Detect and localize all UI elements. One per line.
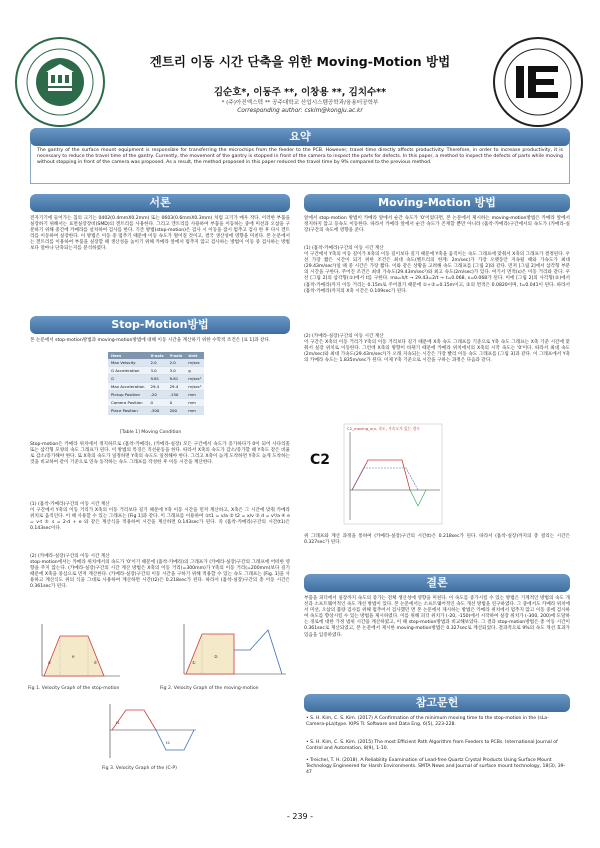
conclusion-heading: 결론	[304, 574, 570, 592]
table-cell: Pickup Position	[108, 391, 147, 399]
table-header: Unit	[185, 352, 204, 359]
moving-motion-para3: (2) (카메라-실장)구간의 이동 시간 계산 이 구간은 X축의 이동 거리가 Y축의 이동 거리보다 길기 때문에 X축 속도 그래프를 기준으로 Y축 속도 그래프는 X축 기준 시간에 맞춰서 실장 위치로 이동한다. 그런데 X축의 방향이 바뀌기 때문에 카메라 위치에서의 X축의 시작 속도는 '0'이다. 따라서 최대 속도(2m/sec)와 최대 가속도(29.43m/sec²)가 오래 지속되는 시간은 가장 빨리 이동 속도 그래프를 [그림 3]과 같다. 이 그래프에서 Y축의 카메라 속도는 1.835m/sec가 된다. 이제 Y축 기준으로 시간을 구하는 과정은 다음과 같다.	[304, 334, 570, 364]
intro-heading: 서론	[30, 194, 290, 212]
table-cell: -150	[167, 391, 186, 399]
table-cell: m/sec²	[185, 383, 204, 391]
svg-text:e: e	[72, 654, 75, 659]
stop-motion-para2: (1) (흡착-카메라)구간의 이동 시간 계산 이 구간에서 Y축의 이동 거리가 X축의 이동 거리보다 길기 때문에 Y축 이동 시간을 먼저 계산하고, X축은 그 시간에 맞춰 카메라 위치로 움직인다. 이 때 사용할 수 있는 그래프는 [Fig 1]과 같다. 이 그래프를 이용하여 ①t1 = v/a ② t2 = x/v ③ d = v²/a ④ e = v·t ⑤ s = 2·d + e 와 같은 계산식을 적용하여 시간을 계산하면 0.143sec가 된다. 즉 (흡착-카메라)구간의 시간(t1)은 0.143sec이다.	[30, 502, 290, 532]
svg-text:t2: t2	[166, 740, 170, 745]
table-header: X-axis	[147, 352, 166, 359]
table-header: Y-axis	[167, 352, 186, 359]
table-cell: 2.0	[147, 359, 166, 367]
table-row	[108, 375, 204, 383]
reference-text: S. H. Kim, C. S. Kim. (2017) A Confirmation of the minimum moving time to the stop-motion in the (sLa-Camera-pLa)type. KIPS Tr. Software and Data Eng. 6(5), 223-228.	[306, 716, 549, 728]
fig2-caption: Fig 2. Velocity Graph of the moving-motion	[160, 686, 259, 691]
table-cell: -20	[147, 391, 166, 399]
table-row	[108, 367, 204, 375]
reference-item: • S. H. Kim, C. S. Kim. (2017) A Confirmation of the minimum moving time to the stop-motion in the (sLa-Camera-pLa)type. KIPS Tr. Software and Data Eng. 6(5), 223-228.	[306, 716, 549, 728]
abstract-text: The gantry of the surface mount equipment is responsible for transferring the microchips from the feeder to the PCB. However, travel time directly affects productivity. Therefore, in order to increase productivity, it is necessary to reduce the travel time of the gantry. Currently, the movement of the gantry is stopped in front of the camera to inspect the parts for defects. In this paper, a method to inspect the defects of parts while moving without stopping in front of the camera was proposed. As a result, the method proposed in this paper reduced the travel time by 9% compared to the previous method.	[30, 142, 570, 184]
fig1-velocity-graph	[34, 620, 124, 682]
table-cell: mm	[185, 391, 204, 399]
fig3-caption: Fig 3. Velocity Graph of the (C-P)	[102, 766, 177, 771]
moving-motion-para1: 앞에서 stop-motion 방법이 카메라 앞에서 순간 속도가 '0'이었다면, 본 논문에서 제시하는 moving-motion방법은 카메라 앞에서 정지하지 않고 등속도 이동한다. 따라서 카메라 앞에서 순간 속도가 존재할 뿐만 아니라 (흡착-카메라)구간에서의 속도가 (카메라-실장)구간의 속도에 영향을 준다.	[304, 216, 570, 234]
c2-velocity-graph	[306, 420, 446, 528]
reference-text: S. H. Kim, C. S. Kim. (2015) The most Efficient Path Algorithm from Feeders to PCBs. International Journal of Control and Automation, 8(9), 1-10.	[306, 740, 558, 752]
table-cell: 200	[167, 407, 186, 415]
table-cell: 29.4	[147, 383, 166, 391]
table-row	[108, 383, 204, 391]
table-caption: [Table 1] Moving Condition	[120, 430, 182, 435]
table-cell: 3.0	[147, 367, 166, 375]
intro-text: 전자기기에 들어가는 칩의 크기는 0402(0.4mmX0.2mm) 또는 0603(0.6mmX0.3mm) 처럼 크기가 매우 작다. 이러한 부품을 실장하기 위해서는 표면실장장비(SMD)의 겐트리를 사용한다. 그리고 겐트리를 사용하여 부품을 이동하는 중에 미션과 오삽을 구분하기 위해 중간에 카메라를 설치하여 검사를 한다. 기존 방법(stop-motion)은 검사 시 이동을 잠시 멈추고 검사 한 후 다시 겐트리를 이동하여 실장한다. 이 방법은 이동 중 멈추기 때문에 이동 속도가 떨어질 것이고, 결국 생산성에 영향을 미친다. 본 논문에서는 겐트리를 이용하여 부품을 실장할 때 생산성을 높이기 위해 카메라 앞에서 멈추지 않고 검사하는 방법이 이동 중 검사하는 방법보다 얼마나 단축되는지를 분석하였다.	[30, 216, 290, 252]
table-cell: 2.0	[167, 359, 186, 367]
svg-text:d: d	[94, 660, 97, 665]
fig3-velocity-graph	[104, 700, 200, 762]
table-cell: Place Position	[108, 407, 147, 415]
table-cell: 9.81	[167, 375, 186, 383]
abstract-heading: 요약	[30, 128, 570, 146]
table-cell: -300	[147, 407, 166, 415]
table-cell: mm	[185, 399, 204, 407]
table-row	[108, 391, 204, 399]
table-header: Item	[108, 352, 147, 359]
svg-text:t1: t1	[116, 720, 120, 725]
authors: 김순호*, 이동주 **, 이창용 **, 김치수**	[213, 87, 387, 98]
reference-item: • S. H. Kim, C. S. Kim. (2015) The most Efficient Path Algorithm from Feeders to PCBs. International Journal of Control and Automation, 8(9), 1-10.	[306, 740, 558, 752]
stop-motion-heading: Stop-Motion방법	[30, 316, 290, 334]
table-cell: 9.81	[147, 375, 166, 383]
table-cell: g	[185, 367, 204, 375]
fig2-velocity-graph	[178, 620, 290, 682]
svg-text:d: d	[48, 660, 51, 665]
stop-motion-para1: Stop-motion은 카메라 위치에서 정지하므로 (흡착-카메라), (카메라-실장) 모든 구간에서 속도가 증가하다가 0이 되어 사다리꼴 또는 삼각형 모양의 속도 그래프가 된다. 이 방법의 특징은 직선운동을 한다. 따라서 X축의 속도가 감소/증가할 때 Y축도 같은 비율로 감소/증가해야 한다. 또 X축의 속도가 일정하면 Y축의 속도도 일정해야 한다. 그리고 X축이 늦게 도착하면 Y축도 늦게 도착하는 것을 비교하여 같이 기준으로 연속 동작하는 속도 그래프를 작성한 후 이동 시간을 계산한다.	[30, 442, 290, 466]
stop-motion-intro: 본 논문에서 stop-motion방법과 moving-motion방법에 대해 이동 시간을 계산하기 위한 수학적 조건은 [표 1]과 같다.	[30, 338, 271, 343]
table-cell: mm	[185, 407, 204, 415]
table-cell: Max Acceleration	[108, 383, 147, 391]
table-cell: 0	[147, 399, 166, 407]
table-cell: m/sec²	[185, 375, 204, 383]
table-cell: Camera Position	[108, 399, 147, 407]
table-row	[108, 407, 204, 415]
kongju-university-logo	[14, 36, 106, 128]
fig1-caption: Fig 1. Velocity Graph of the stop-motion	[28, 686, 120, 691]
table-row	[108, 399, 204, 407]
affiliation: * (주)아진엑스텍 ** 공주대학교 산업시스템공학과/융용터공학부	[221, 100, 379, 106]
reference-text: Treichel, T. H. (2018). A Reliability Examination of Lead-free Quartz Crystal Products Using Surface Mount Technology Engineered for Harsh Environments. SMTA News and Journal of surface mount technology, 18(3), 39-47	[306, 758, 566, 776]
moving-motion-para2: (1) (흡착-카메라)구간의 이동 시간 계산 이 구간에서 Y축의 이동 길이가 X축의 이동 길이보다 길기 때문에 Y축을 움직이는 속도 그래프에 맞춰서 X축의 그래프가 결정된다. 우선 가장 짧은 시간이 되기 위한 조건은 최대 속도(벤트리의 한계: 2m/sec)가 가장 오랫동안 지속될 때와 가속도가 최대(29.43m/sec²)일 때 중 시간은 가장 짧다. 이와 같은 상황을 고려해 속도 그래프를 [그림 2]와 같다. 먼저 [그림 2]에서 삼각형 부분의 시간을 구한다. 주어진 조건은 최대 가속도(29.43m/sec²)와 최고 속도(2m/sec)가 있다. 여기서 면적(s)은 이동 거리와 같다. 우선 [그림 2]의 삼각형(①)에서 t를 구한다. ma=h/t → 29.43=2/t → t=0.068, s=0.068가 된다. 이에 [그림 2]의 사각형(②)에서 (흡착-카메라)까지 이동 거리는 0.15m로 주어졌기 때문에 ①+②=0.15m이고, ②의 면적은 0.0820이며, t=0.041이 된다. 따라서 (흡착-카메라)까지의 X축 시간은 0.109sec가 된다.	[304, 246, 570, 294]
moving-motion-heading: Moving-Motion 방법	[304, 194, 570, 212]
stop-motion-para3: (2) (카메라-실장)구간의 이동 시간 계산 stop-motion에서는 카메라 위치에서의 속도가 '0'이기 때문에 (흡착-카메라)의 그래프가 (카메라-실장)구간의 그래프에 어떠한 영향을 주지 않는다. (카메라-실장)구간의 시간 계산 방법은 X축의 이동 거리(=300mm)가 Y축의 이동 거리(=200mm)보다 길기 때문에 X축을 중심으로 먼저 계산한다. (카메라-실장)구간의 이동 시간을 구하기 위해 적용할 수 있는 속도 그래프는 [Fig. 1]을 사용하고 계산식도 위의 식을 그대로 사용하여 계산하면 시간(t2)은 0.218sec가 된다. 따라서 (흡착-실장)구간의 총 이동 시간은 0.361sec가 된다.	[30, 554, 290, 590]
reference-item: • Treichel, T. H. (2018). A Reliability Examination of Lead-free Quartz Crystal Products Using Surface Mount Technology Engineered for Harsh Environments. SMTA News and Journal of surface mount technology, 18(3), 39-47	[306, 758, 566, 776]
moving-condition-table	[108, 352, 204, 415]
svg-text:①: ①	[192, 660, 196, 665]
svg-text:②: ②	[214, 654, 218, 659]
c2-graph-header: C2_moving_x(v, 속도, 가속도가 있는 경우	[347, 426, 420, 431]
table-row	[108, 359, 204, 367]
page-number: - 239 -	[286, 812, 314, 821]
table-cell: 0	[167, 399, 186, 407]
table-cell: 3.0	[167, 367, 186, 375]
table-cell: G	[108, 375, 147, 383]
industrial-engineering-logo	[492, 36, 584, 128]
c2-label: C2	[310, 452, 331, 468]
table-cell: 29.4	[167, 383, 186, 391]
corresponding-author: Corresponding author: cskim@kongju.ac.kr	[237, 108, 363, 114]
paper-title: 겐트리 이동 시간 단축을 위한 Moving-Motion 방법	[149, 54, 451, 69]
table-cell: Max Velocity	[108, 359, 147, 367]
table-cell: G Acceleration	[108, 367, 147, 375]
references-heading: 참고문헌	[304, 694, 570, 712]
conclusion-text: 부품을 피더에서 실장까지 속도의 증가는 전체 생산성에 영향을 미친다. 이 속도를 증가시킬 수 있는 방법은 기계적인 방법의 속도 개선과 소프트웨어적인 속도 개선 방법이 있다. 본 논문에서는 소프트웨어적인 속도 개선 방법을 연구하였다. 그 중에서도 카메라 위치에서 미션, 오삽의 불량 검사를 위해 멈추어서 검사했던 면 본 논문에서 제시하는 방법은 카메라 위치에서 멈추지 않고 이동 중에 검사하여 속도를 향상시킬 수 있는 방법을 제시하였다. 이를 위해 피더 위치가 (-20, -150)에서 시작하여 실장 위치가 (-300, 200)에 도달하는 경로에 대한 가정 범위 시간을 계산하였고, 이 때 stop-motion방법과 비교해보았다. 그 결과 stop-motion방법은 총 이동 시간이 0.361sec로 계산되었고, 본 논문에서 제시한 moving-motion방법은 0.327sec로 계산되었다. 결과적으로 9%의 속도 개선 효과가 있음을 입증하였다.	[304, 596, 570, 638]
moving-motion-para4: 위 그래프와 계산 과정을 통하여 (카메라-실장)구간의 시간(t)은 0.218sec가 된다. 따라서 (흡착-실장)까지의 총 걸리는 시간은 0.327sec가 된다.	[304, 534, 570, 546]
table-cell: m/sec	[185, 359, 204, 367]
